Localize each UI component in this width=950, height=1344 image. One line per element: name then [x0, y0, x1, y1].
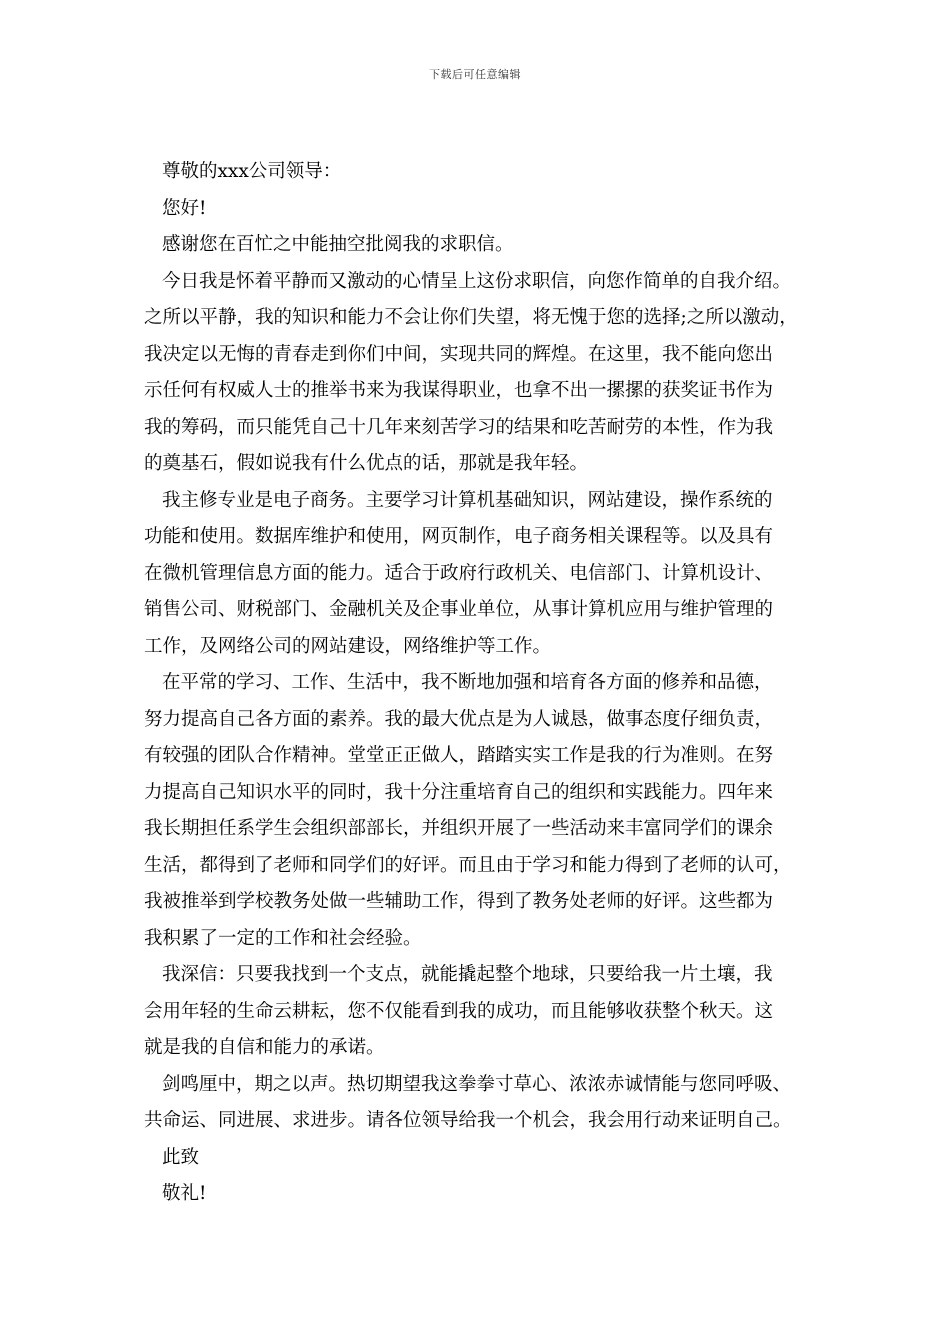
- text-line: 有较强的团队合作精神。堂堂正正做人，踏踏实实工作是我的行为准则。在努: [144, 745, 774, 766]
- text-line: 示任何有权威人士的推举书来为我谋得职业，也拿不出一摞摞的获奖证书作为: [144, 380, 774, 401]
- text-line: 我决定以无悔的青春走到你们中间，实现共同的辉煌。在这里，我不能向您出: [144, 343, 774, 365]
- text-line: 的奠基石，假如说我有什么优点的话，那就是我年轻。: [144, 453, 589, 474]
- closing-cizhi: 此致: [162, 1146, 200, 1168]
- text-line: 力提高自己知识水平的同时，我十分注重培育自己的组织和实践能力。四年来: [144, 781, 774, 803]
- letter-body: [144, 154, 834, 1213]
- text-line: 工作，及网络公司的网站建设，网络维护等工作。: [144, 635, 552, 657]
- text-line: 我积累了一定的工作和社会经验。: [144, 927, 422, 949]
- page-header: 下载后可任意编辑: [429, 68, 521, 81]
- text-line: 之所以平静，我的知识和能力不会让你们失望，将无愧于您的选择;之所以激动，: [144, 307, 798, 328]
- text-line: 努力提高自己各方面的素养。我的最大优点是为人诚恳，做事态度仔细负责，: [144, 708, 774, 730]
- text-line: 在平常的学习、工作、生活中，我不断地加强和培育各方面的修养和品德，: [162, 672, 773, 693]
- text-line: 在微机管理信息方面的能力。适合于政府行政机关、电信部门、计算机设计、: [144, 562, 774, 584]
- hello-line: 您好!: [162, 197, 207, 219]
- paragraph-closing: [144, 1067, 834, 1140]
- text-line: 会用年轻的生命云耕耘，您不仅能看到我的成功，而且能够收获整个秋天。这: [144, 1000, 774, 1022]
- paragraph-intro: [144, 264, 834, 483]
- text-line: 我的筹码，而只能凭自己十几年来刻苦学习的结果和吃苦耐劳的本性，作为我: [144, 416, 774, 438]
- thanks-line: 感谢您在百忙之中能抽空批阅我的求职信。: [162, 234, 514, 255]
- text-line: 今日我是怀着平静而又激动的心情呈上这份求职信，向您作简单的自我介绍。: [162, 270, 792, 292]
- greeting-line: 尊敬的xxx公司领导：: [162, 161, 342, 182]
- text-line: 功能和使用。数据库维护和使用，网页制作，电子商务相关课程等。以及具有: [144, 526, 774, 547]
- paragraph-experience: [144, 665, 834, 957]
- text-line: 我长期担任系学生会组织部部长，并组织开展了一些活动来丰富同学们的课余: [144, 818, 774, 839]
- text-line: 剑鸣厘中，期之以声。热切期望我这拳拳寸草心、浓浓赤诚情能与您同呼吸、: [162, 1073, 792, 1095]
- text-line: 就是我的自信和能力的承诺。: [144, 1037, 385, 1058]
- text-line: 共命运、同进展、求进步。请各位领导给我一个机会，我会用行动来证明自己。: [144, 1110, 792, 1131]
- text-line: 销售公司、财税部门、金融机关及企事业单位，从事计算机应用与维护管理的: [144, 599, 774, 620]
- text-line: 我主修专业是电子商务。主要学习计算机基础知识，网站建设，操作系统的: [162, 489, 773, 511]
- text-line: 生活，都得到了老师和同学们的好评。而且由于学习和能力得到了老师的认可，: [144, 854, 792, 876]
- paragraph-belief: [144, 957, 834, 1067]
- text-line: 我被推举到学校教务处做一些辅助工作，得到了教务处老师的好评。这些都为: [144, 891, 774, 912]
- text-line: 我深信：只要我找到一个支点，就能撬起整个地球，只要给我一片土壤，我: [162, 964, 773, 985]
- closing-jingli: 敬礼!: [162, 1183, 207, 1204]
- paragraph-major: [144, 483, 834, 666]
